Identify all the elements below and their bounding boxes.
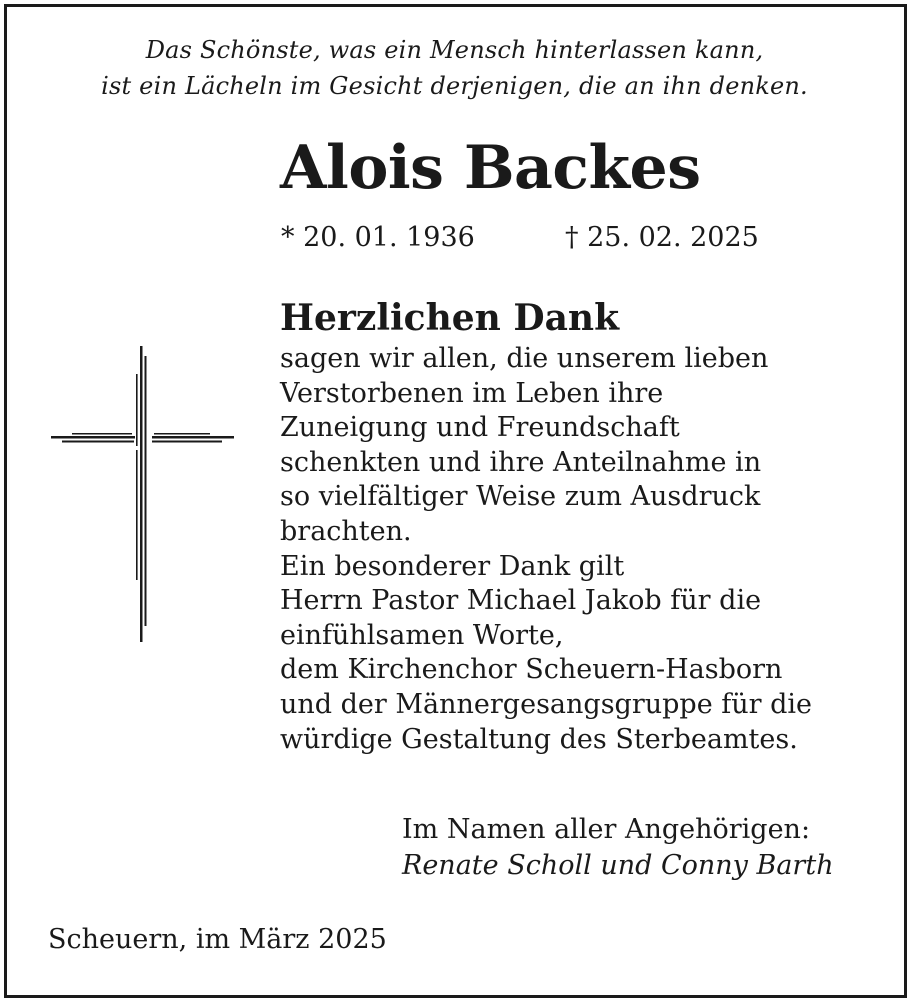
thanks-line: sagen wir allen, die unserem lieben bbox=[280, 343, 769, 374]
thanks-title: Herzlichen Dank bbox=[280, 297, 620, 339]
thanks-line: einfühlsamen Worte, bbox=[280, 619, 564, 651]
thanks-line: Verstorbenen im Leben ihre bbox=[280, 377, 664, 409]
thanks-line: schenkten und ihre Anteilnahme in bbox=[280, 446, 762, 478]
quote-line-2: ist ein Lächeln im Gesicht derjenigen, die an ihn denken. bbox=[101, 72, 808, 100]
thanks-line: Zuneigung und Freundschaft bbox=[280, 412, 680, 444]
thanks-line: so vielfältiger Weise zum Ausdruck bbox=[280, 481, 761, 513]
birth-date: * 20. 01. 1936 bbox=[281, 222, 475, 253]
quote-line-1: Das Schönste, was ein Mensch hinterlassen kann, bbox=[145, 36, 764, 64]
thanks-body bbox=[280, 342, 900, 757]
place-and-date: Scheuern, im März 2025 bbox=[48, 924, 387, 955]
thanks-line: und der Männergesangsgruppe für die bbox=[280, 688, 813, 720]
deceased-name: Alois Backes bbox=[280, 133, 701, 203]
thanks-line: würdige Gestaltung des Sterbeamtes. bbox=[280, 723, 798, 755]
death-date: † 25. 02. 2025 bbox=[565, 222, 759, 253]
thanks-line: Herrn Pastor Michael Jakob für die bbox=[280, 585, 762, 617]
closing-line: Im Namen aller Angehörigen: bbox=[402, 814, 811, 845]
thanks-line: dem Kirchenchor Scheuern-Hasborn bbox=[280, 654, 783, 686]
cross-icon bbox=[48, 344, 238, 644]
thanks-line: Ein besonderer Dank gilt bbox=[280, 550, 625, 582]
signature: Renate Scholl und Conny Barth bbox=[402, 850, 834, 881]
thanks-line: brachten. bbox=[280, 515, 412, 547]
